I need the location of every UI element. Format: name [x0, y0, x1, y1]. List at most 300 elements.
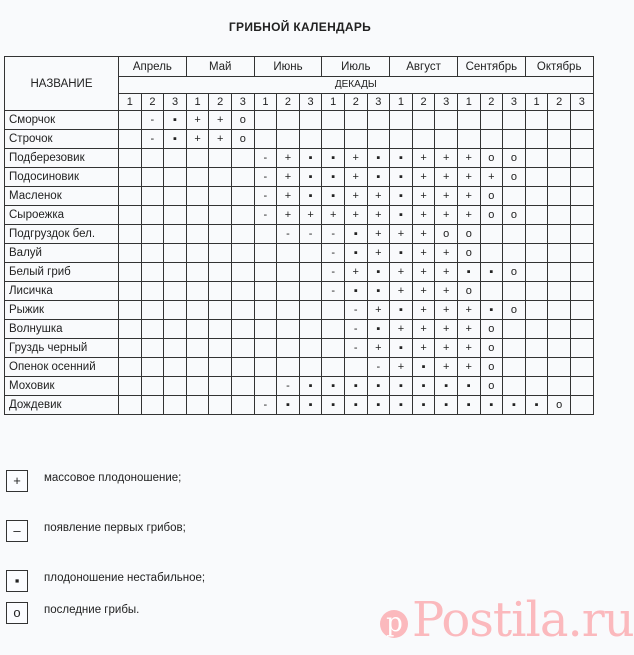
mushroom-name: Сыроежка [5, 206, 119, 225]
fruiting-cell [503, 225, 526, 244]
fruiting-cell: + [277, 187, 300, 206]
fruiting-cell [186, 396, 209, 415]
month-header: Июль [322, 57, 390, 77]
fruiting-cell [435, 111, 458, 130]
fruiting-cell [232, 187, 255, 206]
mushroom-name: Подгруздок бел. [5, 225, 119, 244]
fruiting-cell: o [503, 206, 526, 225]
month-header: Апрель [119, 57, 187, 77]
fruiting-cell [164, 282, 187, 301]
fruiting-cell: - [344, 320, 367, 339]
fruiting-cell: ▪ [299, 187, 322, 206]
fruiting-cell: o [232, 130, 255, 149]
table-row [5, 244, 594, 263]
fruiting-cell [254, 225, 277, 244]
fruiting-cell [209, 206, 232, 225]
fruiting-cell [232, 263, 255, 282]
fruiting-cell [141, 187, 164, 206]
fruiting-cell [232, 149, 255, 168]
fruiting-cell [164, 358, 187, 377]
fruiting-cell: + [457, 339, 480, 358]
fruiting-cell [525, 187, 548, 206]
fruiting-cell [119, 263, 142, 282]
fruiting-cell: - [277, 225, 300, 244]
decade-number: 1 [525, 94, 548, 111]
fruiting-cell [299, 320, 322, 339]
fruiting-cell [299, 301, 322, 320]
fruiting-cell: + [435, 187, 458, 206]
fruiting-cell [141, 168, 164, 187]
fruiting-cell [344, 111, 367, 130]
fruiting-cell [209, 358, 232, 377]
fruiting-cell [548, 377, 571, 396]
fruiting-cell [186, 282, 209, 301]
fruiting-cell [277, 263, 300, 282]
fruiting-cell [254, 282, 277, 301]
fruiting-cell: - [299, 225, 322, 244]
fruiting-cell: + [435, 206, 458, 225]
decade-number: 2 [141, 94, 164, 111]
fruiting-cell [525, 339, 548, 358]
legend-symbol: ▪ [6, 570, 28, 592]
fruiting-cell [141, 377, 164, 396]
mushroom-name: Опенок осенний [5, 358, 119, 377]
fruiting-cell: - [322, 282, 345, 301]
fruiting-cell: o [480, 358, 503, 377]
fruiting-cell [525, 130, 548, 149]
decade-number: 1 [254, 94, 277, 111]
fruiting-cell: o [503, 168, 526, 187]
fruiting-cell: ▪ [390, 187, 413, 206]
fruiting-cell: + [344, 149, 367, 168]
fruiting-cell [503, 111, 526, 130]
mushroom-name: Подосиновик [5, 168, 119, 187]
fruiting-cell [141, 301, 164, 320]
legend-symbol: o [6, 602, 28, 624]
table-row [5, 130, 594, 149]
fruiting-cell [548, 130, 571, 149]
mushroom-name: Лисичка [5, 282, 119, 301]
fruiting-cell: ▪ [367, 168, 390, 187]
fruiting-cell [548, 225, 571, 244]
fruiting-cell: - [344, 339, 367, 358]
fruiting-cell [570, 206, 593, 225]
fruiting-cell: + [299, 206, 322, 225]
fruiting-cell [209, 168, 232, 187]
fruiting-cell [141, 358, 164, 377]
fruiting-cell [322, 339, 345, 358]
decade-number: 1 [457, 94, 480, 111]
fruiting-cell: + [435, 301, 458, 320]
fruiting-cell: + [480, 168, 503, 187]
fruiting-cell [277, 244, 300, 263]
fruiting-cell [186, 320, 209, 339]
fruiting-cell: ▪ [525, 396, 548, 415]
fruiting-cell: ▪ [480, 263, 503, 282]
fruiting-cell [164, 187, 187, 206]
fruiting-cell: + [367, 187, 390, 206]
fruiting-cell: ▪ [164, 130, 187, 149]
legend-symbol: + [6, 470, 28, 492]
fruiting-cell [119, 149, 142, 168]
fruiting-cell [164, 396, 187, 415]
fruiting-cell [548, 339, 571, 358]
fruiting-cell [254, 320, 277, 339]
fruiting-cell: ▪ [480, 396, 503, 415]
fruiting-cell [232, 339, 255, 358]
fruiting-cell: - [322, 244, 345, 263]
fruiting-cell [570, 396, 593, 415]
table-row [5, 168, 594, 187]
fruiting-cell: ▪ [299, 377, 322, 396]
mushroom-name: Сморчок [5, 111, 119, 130]
fruiting-cell [209, 377, 232, 396]
fruiting-cell [119, 396, 142, 415]
legend-symbol: – [6, 520, 28, 542]
fruiting-cell: ▪ [367, 282, 390, 301]
decade-number: 2 [209, 94, 232, 111]
fruiting-cell [232, 377, 255, 396]
page-title: ГРИБНОЙ КАЛЕНДАРЬ [228, 20, 372, 34]
fruiting-cell [186, 168, 209, 187]
fruiting-cell: + [457, 320, 480, 339]
fruiting-cell [254, 130, 277, 149]
fruiting-cell: ▪ [344, 244, 367, 263]
fruiting-cell: + [412, 282, 435, 301]
fruiting-cell: o [480, 377, 503, 396]
fruiting-cell [254, 301, 277, 320]
fruiting-cell: + [457, 358, 480, 377]
fruiting-cell [548, 301, 571, 320]
fruiting-cell [119, 320, 142, 339]
fruiting-cell: ▪ [322, 168, 345, 187]
fruiting-cell [548, 320, 571, 339]
fruiting-cell [209, 282, 232, 301]
fruiting-cell: ▪ [344, 396, 367, 415]
fruiting-cell [119, 301, 142, 320]
fruiting-cell [119, 282, 142, 301]
table-row [5, 282, 594, 301]
decade-number: 2 [344, 94, 367, 111]
month-header: Август [390, 57, 458, 77]
fruiting-cell [367, 111, 390, 130]
mushroom-calendar-table [4, 56, 594, 415]
decade-number: 3 [435, 94, 458, 111]
table-row [5, 339, 594, 358]
fruiting-cell: + [435, 244, 458, 263]
mushroom-name: Белый гриб [5, 263, 119, 282]
fruiting-cell [119, 225, 142, 244]
fruiting-cell [570, 301, 593, 320]
fruiting-cell: ▪ [299, 149, 322, 168]
fruiting-cell [209, 339, 232, 358]
fruiting-cell [119, 168, 142, 187]
watermark [380, 592, 634, 648]
month-header: Июнь [254, 57, 322, 77]
fruiting-cell [570, 225, 593, 244]
fruiting-cell: + [390, 358, 413, 377]
fruiting-cell: - [322, 225, 345, 244]
fruiting-cell [119, 244, 142, 263]
fruiting-cell: + [412, 149, 435, 168]
fruiting-cell: + [457, 206, 480, 225]
fruiting-cell [186, 149, 209, 168]
mushroom-name: Подберезовик [5, 149, 119, 168]
fruiting-cell: ▪ [390, 149, 413, 168]
decade-number: 3 [164, 94, 187, 111]
fruiting-cell [570, 377, 593, 396]
fruiting-cell [277, 339, 300, 358]
fruiting-cell [232, 301, 255, 320]
fruiting-cell [525, 263, 548, 282]
fruiting-cell [322, 358, 345, 377]
fruiting-cell [299, 111, 322, 130]
decade-number: 1 [390, 94, 413, 111]
fruiting-cell: ▪ [344, 282, 367, 301]
fruiting-cell: ▪ [390, 206, 413, 225]
fruiting-cell [299, 263, 322, 282]
fruiting-cell [525, 301, 548, 320]
fruiting-cell: o [457, 282, 480, 301]
fruiting-cell: + [412, 206, 435, 225]
fruiting-cell [119, 339, 142, 358]
fruiting-cell [480, 282, 503, 301]
fruiting-cell [164, 225, 187, 244]
table-row [5, 396, 594, 415]
fruiting-cell: ▪ [390, 301, 413, 320]
fruiting-cell: ▪ [480, 301, 503, 320]
table-row [5, 187, 594, 206]
fruiting-cell [548, 111, 571, 130]
fruiting-cell [164, 206, 187, 225]
fruiting-cell [164, 339, 187, 358]
fruiting-cell [525, 377, 548, 396]
legend-text: плодоношение нестабильное; [44, 572, 206, 584]
decade-number: 1 [322, 94, 345, 111]
table-row [5, 320, 594, 339]
fruiting-cell: ▪ [412, 377, 435, 396]
fruiting-cell: - [141, 111, 164, 130]
fruiting-cell [570, 244, 593, 263]
fruiting-cell [277, 282, 300, 301]
fruiting-cell [164, 168, 187, 187]
table-row [5, 263, 594, 282]
fruiting-cell: + [412, 225, 435, 244]
fruiting-cell: - [254, 187, 277, 206]
fruiting-cell [209, 320, 232, 339]
fruiting-cell: + [367, 225, 390, 244]
decade-number: 2 [277, 94, 300, 111]
table-row [5, 301, 594, 320]
mushroom-name: Рыжик [5, 301, 119, 320]
fruiting-cell [299, 244, 322, 263]
fruiting-cell [209, 187, 232, 206]
fruiting-cell [299, 282, 322, 301]
fruiting-cell [503, 377, 526, 396]
fruiting-cell: o [480, 320, 503, 339]
decade-number: 3 [503, 94, 526, 111]
fruiting-cell [254, 244, 277, 263]
fruiting-cell: - [254, 396, 277, 415]
fruiting-cell: o [480, 206, 503, 225]
fruiting-cell: ▪ [164, 111, 187, 130]
fruiting-cell: + [390, 320, 413, 339]
fruiting-cell: ▪ [457, 263, 480, 282]
fruiting-cell [141, 396, 164, 415]
fruiting-cell: + [412, 263, 435, 282]
fruiting-cell: ▪ [299, 168, 322, 187]
fruiting-cell [480, 244, 503, 263]
fruiting-cell [119, 187, 142, 206]
fruiting-cell [254, 111, 277, 130]
fruiting-cell [141, 282, 164, 301]
fruiting-cell [277, 111, 300, 130]
fruiting-cell [119, 358, 142, 377]
fruiting-cell [277, 358, 300, 377]
fruiting-cell [141, 225, 164, 244]
fruiting-cell: ▪ [390, 244, 413, 263]
fruiting-cell [232, 358, 255, 377]
decade-number: 3 [367, 94, 390, 111]
fruiting-cell [322, 111, 345, 130]
fruiting-cell [186, 377, 209, 396]
watermark-text: Postila.ru [412, 592, 634, 648]
fruiting-cell: + [186, 111, 209, 130]
fruiting-cell: ▪ [344, 377, 367, 396]
fruiting-cell [186, 339, 209, 358]
fruiting-cell: ▪ [367, 396, 390, 415]
legend-text: появление первых грибов; [44, 522, 186, 534]
table-row [5, 111, 594, 130]
fruiting-cell [299, 358, 322, 377]
fruiting-cell: ▪ [390, 339, 413, 358]
fruiting-cell [209, 225, 232, 244]
fruiting-cell [412, 130, 435, 149]
fruiting-cell [254, 339, 277, 358]
fruiting-cell [503, 358, 526, 377]
decade-number: 3 [299, 94, 322, 111]
fruiting-cell [186, 301, 209, 320]
fruiting-cell [367, 130, 390, 149]
fruiting-cell: - [277, 377, 300, 396]
mushroom-name: Дождевик [5, 396, 119, 415]
fruiting-cell: ▪ [503, 396, 526, 415]
table-row [5, 377, 594, 396]
fruiting-cell: ▪ [457, 396, 480, 415]
fruiting-cell [232, 396, 255, 415]
fruiting-cell: o [503, 149, 526, 168]
fruiting-cell [209, 149, 232, 168]
fruiting-cell: + [435, 149, 458, 168]
fruiting-cell [570, 358, 593, 377]
fruiting-cell [525, 320, 548, 339]
fruiting-cell: ▪ [457, 377, 480, 396]
fruiting-cell: ▪ [322, 396, 345, 415]
fruiting-cell: + [322, 206, 345, 225]
fruiting-cell [141, 206, 164, 225]
fruiting-cell [277, 130, 300, 149]
fruiting-cell [344, 130, 367, 149]
fruiting-cell [480, 130, 503, 149]
fruiting-cell [164, 301, 187, 320]
fruiting-cell [186, 263, 209, 282]
fruiting-cell [570, 282, 593, 301]
fruiting-cell: ▪ [277, 396, 300, 415]
fruiting-cell: + [412, 320, 435, 339]
fruiting-cell [232, 168, 255, 187]
fruiting-cell: ▪ [299, 396, 322, 415]
fruiting-cell: + [435, 282, 458, 301]
fruiting-cell [412, 111, 435, 130]
fruiting-cell: + [412, 168, 435, 187]
fruiting-cell [570, 263, 593, 282]
decade-number: 2 [480, 94, 503, 111]
fruiting-cell: + [186, 130, 209, 149]
fruiting-cell: o [503, 301, 526, 320]
fruiting-cell: - [254, 168, 277, 187]
fruiting-cell [141, 339, 164, 358]
fruiting-cell [548, 149, 571, 168]
fruiting-cell [570, 187, 593, 206]
fruiting-cell: ▪ [412, 358, 435, 377]
fruiting-cell: + [457, 187, 480, 206]
fruiting-cell: + [435, 358, 458, 377]
mushroom-name: Валуй [5, 244, 119, 263]
decade-number: 1 [119, 94, 142, 111]
fruiting-cell [186, 187, 209, 206]
fruiting-cell: ▪ [367, 149, 390, 168]
fruiting-cell [141, 149, 164, 168]
fruiting-cell: o [503, 263, 526, 282]
fruiting-cell [525, 225, 548, 244]
month-header: Сентябрь [457, 57, 525, 77]
fruiting-cell [119, 111, 142, 130]
fruiting-cell [570, 111, 593, 130]
legend-text: массовое плодоношение; [44, 472, 182, 484]
fruiting-cell [390, 111, 413, 130]
fruiting-cell [503, 130, 526, 149]
fruiting-cell [570, 130, 593, 149]
fruiting-cell: + [367, 206, 390, 225]
decade-number: 3 [232, 94, 255, 111]
fruiting-cell [299, 130, 322, 149]
fruiting-cell [548, 187, 571, 206]
fruiting-cell: - [254, 149, 277, 168]
fruiting-cell [525, 168, 548, 187]
fruiting-cell [548, 358, 571, 377]
fruiting-cell: o [480, 187, 503, 206]
fruiting-cell: ▪ [322, 187, 345, 206]
fruiting-cell [186, 225, 209, 244]
fruiting-cell: o [232, 111, 255, 130]
fruiting-cell [119, 130, 142, 149]
fruiting-cell [525, 282, 548, 301]
decade-number: 2 [548, 94, 571, 111]
fruiting-cell [548, 168, 571, 187]
fruiting-cell: ▪ [322, 149, 345, 168]
fruiting-cell: + [367, 244, 390, 263]
fruiting-cell: - [141, 130, 164, 149]
fruiting-cell [209, 263, 232, 282]
fruiting-cell [254, 377, 277, 396]
fruiting-cell: + [209, 130, 232, 149]
fruiting-cell: + [277, 206, 300, 225]
fruiting-cell [141, 320, 164, 339]
month-header: Май [186, 57, 254, 77]
fruiting-cell: ▪ [390, 168, 413, 187]
fruiting-cell: + [367, 301, 390, 320]
fruiting-cell: o [435, 225, 458, 244]
